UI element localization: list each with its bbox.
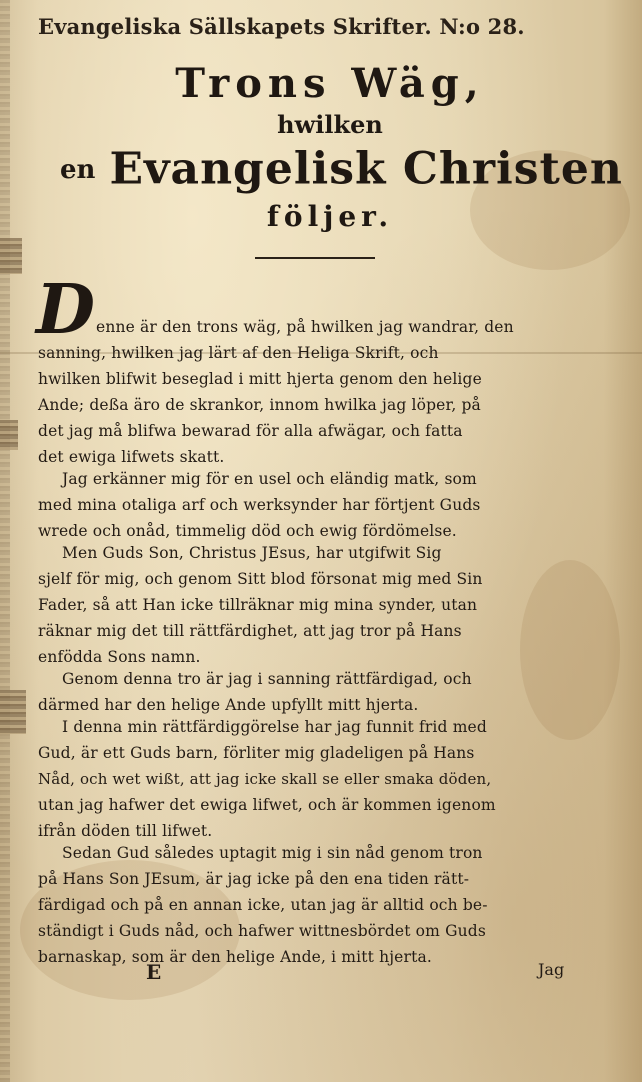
title-line-1: Trons Wäg, <box>175 60 485 107</box>
body-line: färdigad och på en annan icke, utan jag är alltid och be- <box>38 896 488 914</box>
body-line: det ewiga lifwets skatt. <box>38 448 225 466</box>
body-line: barnaskap, som är den helige Ande, i mitt hjerta. <box>38 948 432 966</box>
body-line: enfödda Sons namn. <box>38 648 201 666</box>
body-line: Gud, är ett Guds barn, förliter mig gladeligen på Hans <box>38 744 475 762</box>
binding-thread-mid <box>0 420 18 450</box>
body-line: med mina otaliga arf och werksynder har förtjent Guds <box>38 496 481 514</box>
body-line: ifrån döden till lifwet. <box>38 822 213 840</box>
body-line: Genom denna tro är jag i sanning rättfärdigad, och <box>62 670 472 688</box>
paper-stain <box>520 560 620 740</box>
title-line-3-prefix: en <box>60 154 96 185</box>
title-line-3 <box>60 140 623 199</box>
body-line: det jag må blifwa bewarad för alla afwägar, och fatta <box>38 422 463 440</box>
body-line: I denna min rättfärdiggörelse har jag funnit frid med <box>62 718 487 736</box>
body-line: Fader, så att Han icke tillräknar mig mina synder, utan <box>38 596 478 614</box>
body-line: Jag erkänner mig för en usel och eländig matk, som <box>62 470 477 488</box>
body-line: därmed har den helige Ande upfyllt mitt hjerta. <box>38 696 419 714</box>
binding-edge <box>0 0 10 1082</box>
signature-mark: E <box>146 960 162 984</box>
body-line: utan jag hafwer det ewiga lifwet, och är kommen igenom <box>38 796 496 814</box>
body-line: hwilken blifwit beseglad i mitt hjerta genom den helige <box>38 370 482 388</box>
title-rule <box>255 257 375 259</box>
body-line: Men Guds Son, Christus JEsus, har utgifwit Sig <box>62 544 442 562</box>
title-line-3-main: Evangelisk Christen <box>109 143 623 195</box>
body-line: wrede och onåd, timmelig död och ewig fördömelse. <box>38 522 457 540</box>
body-line: sanning, hwilken jag lärt af den Heliga Skrift, och <box>38 344 439 362</box>
body-line: räknar mig det till rättfärdighet, att jag tror på Hans <box>38 622 462 640</box>
body-line: ständigt i Guds nåd, och hafwer wittnesbördet om Guds <box>38 922 486 940</box>
running-head: Evangeliska Sällskapets Skrifter. N:o 28. <box>38 14 525 39</box>
title-line-4: följer. <box>266 199 394 233</box>
body-line: Ande; deßa äro de skrankor, innom hwilka jag löper, på <box>38 396 481 414</box>
title-line-2: hwilken <box>277 110 383 139</box>
body-line: enne är den trons wäg, på hwilken jag wandrar, den <box>96 318 514 336</box>
binding-thread-top <box>0 238 22 274</box>
body-line: Nåd, och wet wißt, att jag icke skall se eller smaka döden, <box>38 770 492 788</box>
drop-cap: D <box>36 270 95 350</box>
binding-thread-low <box>0 690 26 734</box>
body-line: Sedan Gud således uptagit mig i sin nåd genom tron <box>62 844 483 862</box>
body-line: på Hans Son JEsum, är jag icke på den ena tiden rätt- <box>38 870 470 888</box>
catchword: Jag <box>538 960 565 979</box>
body-line: sjelf för mig, och genom Sitt blod försonat mig med Sin <box>38 570 483 588</box>
title-block <box>60 60 623 235</box>
